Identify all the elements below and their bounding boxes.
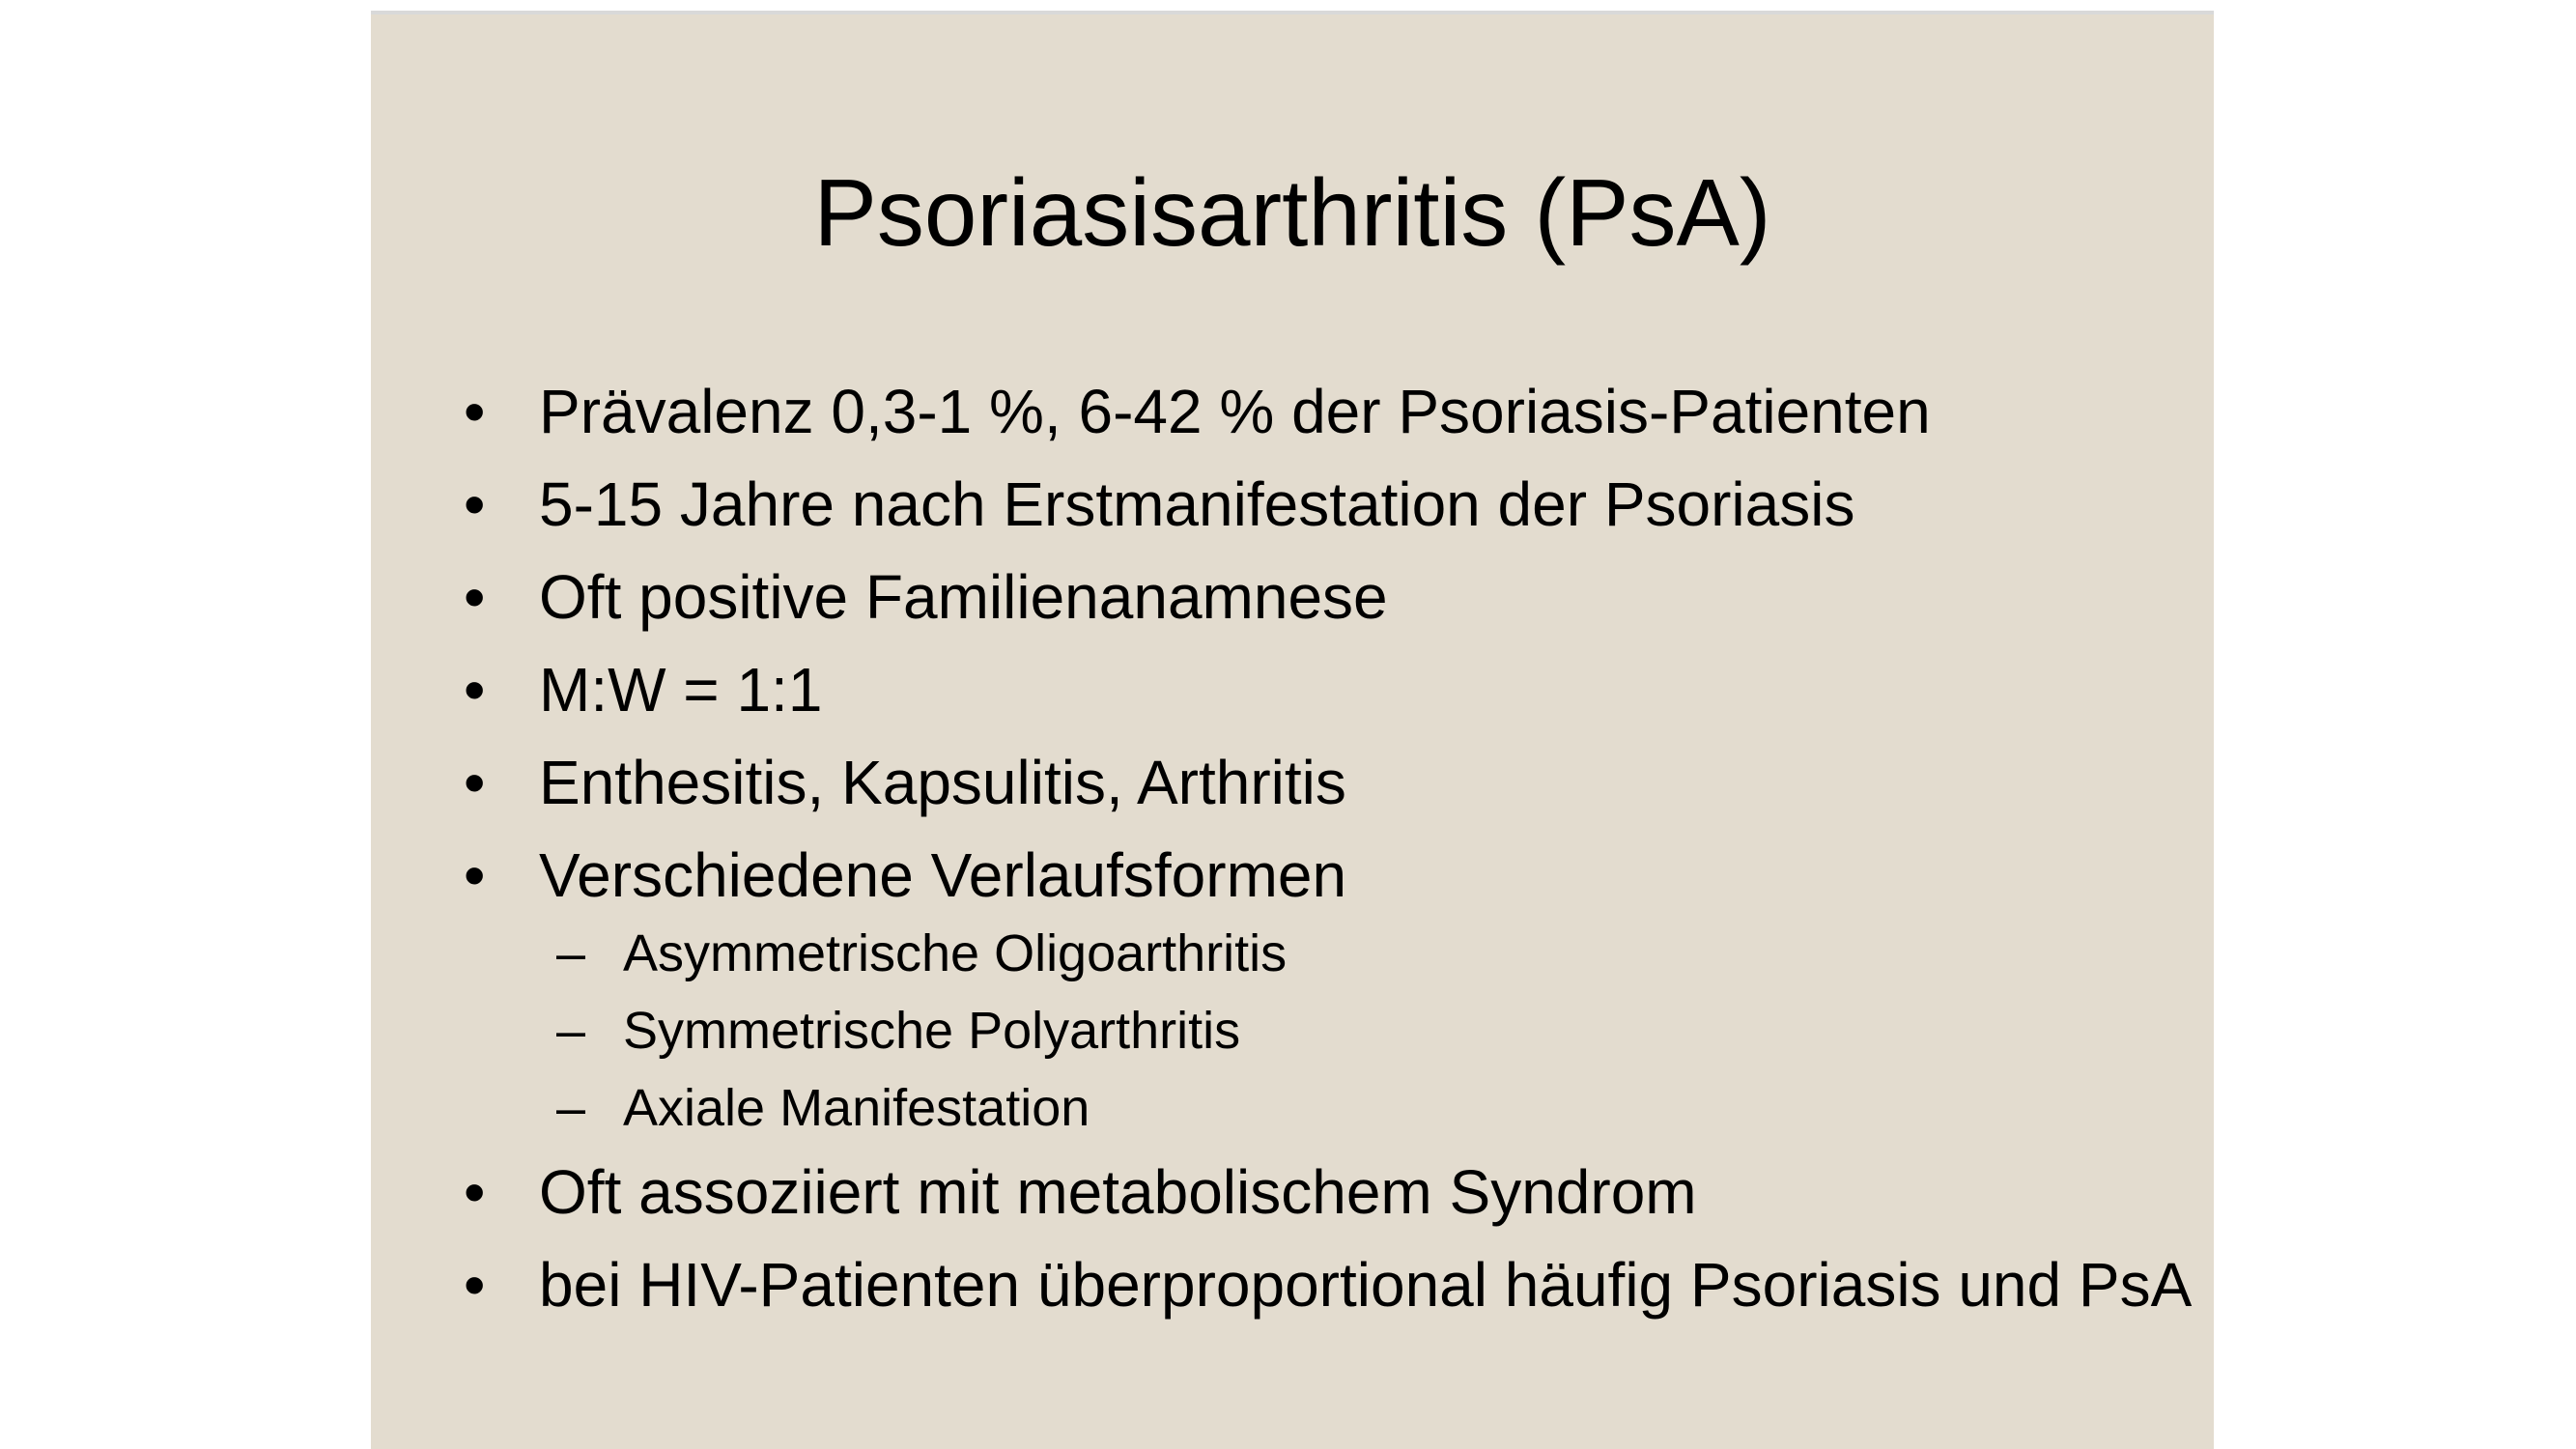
slide xyxy=(371,11,2214,1449)
dash-icon: – xyxy=(556,1079,586,1137)
bullet-icon: • xyxy=(464,469,486,539)
bullet-text: Verschiedene Verlaufsformen xyxy=(539,840,1347,910)
bullet-text: Oft assoziiert mit metabolischem Syndrom xyxy=(539,1157,1697,1227)
bullet-item xyxy=(464,651,2193,728)
bullet-icon: • xyxy=(464,377,486,446)
sub-bullet-text: Asymmetrische Oligoarthritis xyxy=(623,924,1288,982)
bullet-item xyxy=(464,1153,2193,1231)
sub-bullet-item xyxy=(464,1076,2193,1140)
sub-bullet-item xyxy=(464,922,2193,985)
bullet-icon: • xyxy=(464,562,486,632)
bullet-item xyxy=(464,837,2193,914)
bullet-icon: • xyxy=(464,1250,486,1320)
bullet-item xyxy=(464,1246,2193,1323)
sub-bullet-item xyxy=(464,999,2193,1063)
bullet-item xyxy=(464,558,2193,636)
sublist-container xyxy=(464,922,2193,1140)
dash-icon: – xyxy=(556,924,586,982)
bullet-icon: • xyxy=(464,748,486,817)
bullet-icon: • xyxy=(464,1157,486,1227)
bullet-text: Prävalenz 0,3-1 %, 6-42 % der Psoriasis-Patienten xyxy=(539,377,1931,446)
bullet-icon: • xyxy=(464,840,486,910)
bullet-list xyxy=(464,373,2193,1339)
sub-bullet-text: Axiale Manifestation xyxy=(623,1079,1090,1137)
bullet-text: 5-15 Jahre nach Erstmanifestation der Psoriasis xyxy=(539,469,1855,539)
bullet-text: bei HIV-Patienten überproportional häufig Psoriasis und PsA xyxy=(539,1250,2193,1320)
bullet-item xyxy=(464,466,2193,543)
sub-bullet-list xyxy=(464,922,2193,1140)
bullet-text: Enthesitis, Kapsulitis, Arthritis xyxy=(539,748,1346,817)
bullet-item xyxy=(464,744,2193,821)
dash-icon: – xyxy=(556,1002,586,1060)
bullet-item xyxy=(464,373,2193,450)
bullet-text: Oft positive Familienanamnese xyxy=(539,562,1388,632)
sub-bullet-text: Symmetrische Polyarthritis xyxy=(623,1002,1241,1060)
slide-title: Psoriasisarthritis (PsA) xyxy=(813,159,1771,266)
bullet-icon: • xyxy=(464,655,486,724)
bullet-text: M:W = 1:1 xyxy=(539,655,823,724)
